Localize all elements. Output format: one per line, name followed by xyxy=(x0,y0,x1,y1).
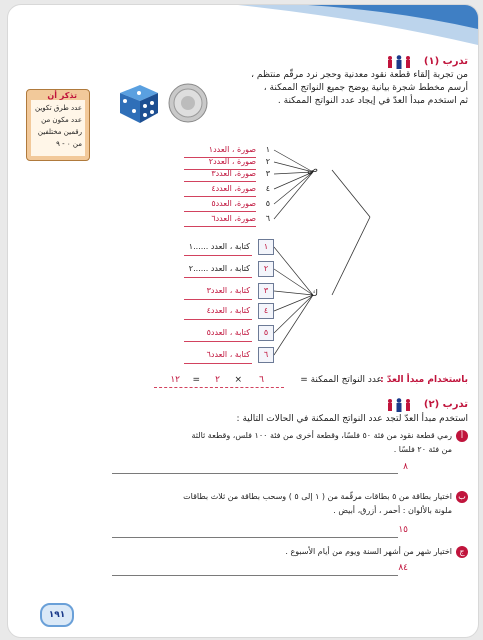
head-branch-num-2: ٢ xyxy=(265,157,270,166)
tail-branch-box-6: ٦ xyxy=(258,347,274,363)
item-badge-a: أ xyxy=(456,430,468,442)
note-line-2: عدد مكون من xyxy=(41,116,82,124)
head-branch-num-1: ١ xyxy=(265,145,270,154)
exercise1-intro-3: ثم استخدم مبدأ العدّ في إيجاد عدد النواتج الممكنة . xyxy=(277,96,468,106)
head-branch-num-5: ٥ xyxy=(265,199,270,208)
note-line-3: رقمين مختلفين xyxy=(37,128,82,136)
tail-branch-box-5: ٥ xyxy=(258,325,274,341)
node-tail: ك xyxy=(310,289,318,299)
answer-line xyxy=(184,211,256,212)
tail-branch-label-1: كتابة ، العدد ......١ xyxy=(188,242,250,251)
answer-line xyxy=(184,299,252,300)
item-b-line-2: ملونة بالألوان : أحمر ، أزرق، أبيض . xyxy=(333,506,452,515)
answer-line xyxy=(184,196,256,197)
head-branch-num-6: ٦ xyxy=(265,214,270,223)
counting-factor-b: ٢ xyxy=(215,375,220,385)
tail-branch-label-6: كتابة ، العدد٦ xyxy=(206,350,250,359)
counting-factor-a: ٦ xyxy=(259,375,264,385)
item-badge-c: ج xyxy=(456,546,468,558)
tail-branch-label-4: كتابة ، العدد٤ xyxy=(206,306,250,315)
answer-line xyxy=(112,473,398,474)
item-a-line-1: رمي قطعة نقود من فئة ٥٠ فلسًا، وقطعة أخرى من فئة ١٠٠ فلس، وقطعة ثالثة xyxy=(191,431,452,440)
head-branch-label-6: صورة، العدد٦ xyxy=(211,214,256,223)
node-head: ص xyxy=(307,165,318,175)
answer-line xyxy=(184,341,252,342)
answer-line xyxy=(112,537,398,538)
note-line-4: من ٠ - ٩ xyxy=(56,140,82,148)
tail-branch-label-5: كتابة ، العدد٥ xyxy=(206,328,250,337)
people-icon xyxy=(386,398,412,412)
page-number: ١٩١ xyxy=(40,603,74,627)
tail-branch-box-3: ٣ xyxy=(258,283,274,299)
counting-result: ١٢ xyxy=(170,375,180,385)
head-branch-num-4: ٤ xyxy=(265,184,270,193)
item-c-line-1: اختيار شهر من أشهر السنة ويوم من أيام الأسبوع . xyxy=(285,547,452,556)
head-branch-num-3: ٣ xyxy=(265,169,270,178)
exercise2-title: تدرب (٢) xyxy=(423,399,468,410)
item-a-line-2: من فئة ٢٠ فلسًا . xyxy=(393,445,452,454)
answer-line xyxy=(184,226,256,227)
item-c-answer: ٨٤ xyxy=(398,563,408,573)
item-b-line-1: اختيار بطاقة من ٥ بطاقات مرقّمة من ( ١ إلى ٥ ) وسحب بطاقة من ثلاث بطاقات xyxy=(183,492,452,501)
answer-line xyxy=(184,277,252,278)
exercise1-intro-1: من تجربة إلقاء قطعة نقود معدنية وحجر نرد مرقّم منتظم ، xyxy=(251,70,468,80)
head-branch-label-1: صورة ، العدد١ xyxy=(208,145,256,154)
note-line-1: عدد طرق تكوين xyxy=(35,104,82,112)
exercise2-intro: استخدم مبدأ العدّ لتجد عدد النواتج الممكنة في الحالات التالية : xyxy=(236,414,468,424)
answer-line xyxy=(184,255,252,256)
tail-branch-label-2: كتابة ، العدد ......٢ xyxy=(188,264,250,273)
head-branch-label-3: صورة، العدد٣ xyxy=(211,169,256,178)
counting-label: باستخدام مبدأ العدّ : xyxy=(380,375,468,385)
item-badge-b: ب xyxy=(456,491,468,503)
answer-line xyxy=(184,181,256,182)
head-branch-label-2: صورة ، العدد٢ xyxy=(208,157,256,166)
tail-branch-label-3: كتابة ، العدد٣ xyxy=(206,286,250,295)
answer-line xyxy=(184,319,252,320)
item-b-answer: ١٥ xyxy=(398,525,408,535)
counting-equals: = xyxy=(192,375,200,385)
item-a-answer: ٨ xyxy=(403,462,408,472)
answer-line xyxy=(154,387,284,388)
counting-operator: × xyxy=(234,375,242,385)
note-title: تذكر أن xyxy=(47,91,77,100)
tail-branch-box-4: ٤ xyxy=(258,303,274,319)
exercise1-title: تدرب (١) xyxy=(423,56,468,67)
tail-branch-box-2: ٢ xyxy=(258,261,274,277)
tail-branch-box-1: ١ xyxy=(258,239,274,255)
exercise1-intro-2: أرسم مخطط شجرة بيانية يوضح جميع النواتج الممكنة ، xyxy=(263,83,468,93)
counting-text: عدد النواتج الممكنة = xyxy=(300,375,382,385)
answer-line xyxy=(112,575,398,576)
answer-line xyxy=(184,363,252,364)
head-branch-label-4: صورة، العدد٤ xyxy=(211,184,256,193)
head-branch-label-5: صورة، العدد٥ xyxy=(211,199,256,208)
textbook-page xyxy=(7,4,479,638)
